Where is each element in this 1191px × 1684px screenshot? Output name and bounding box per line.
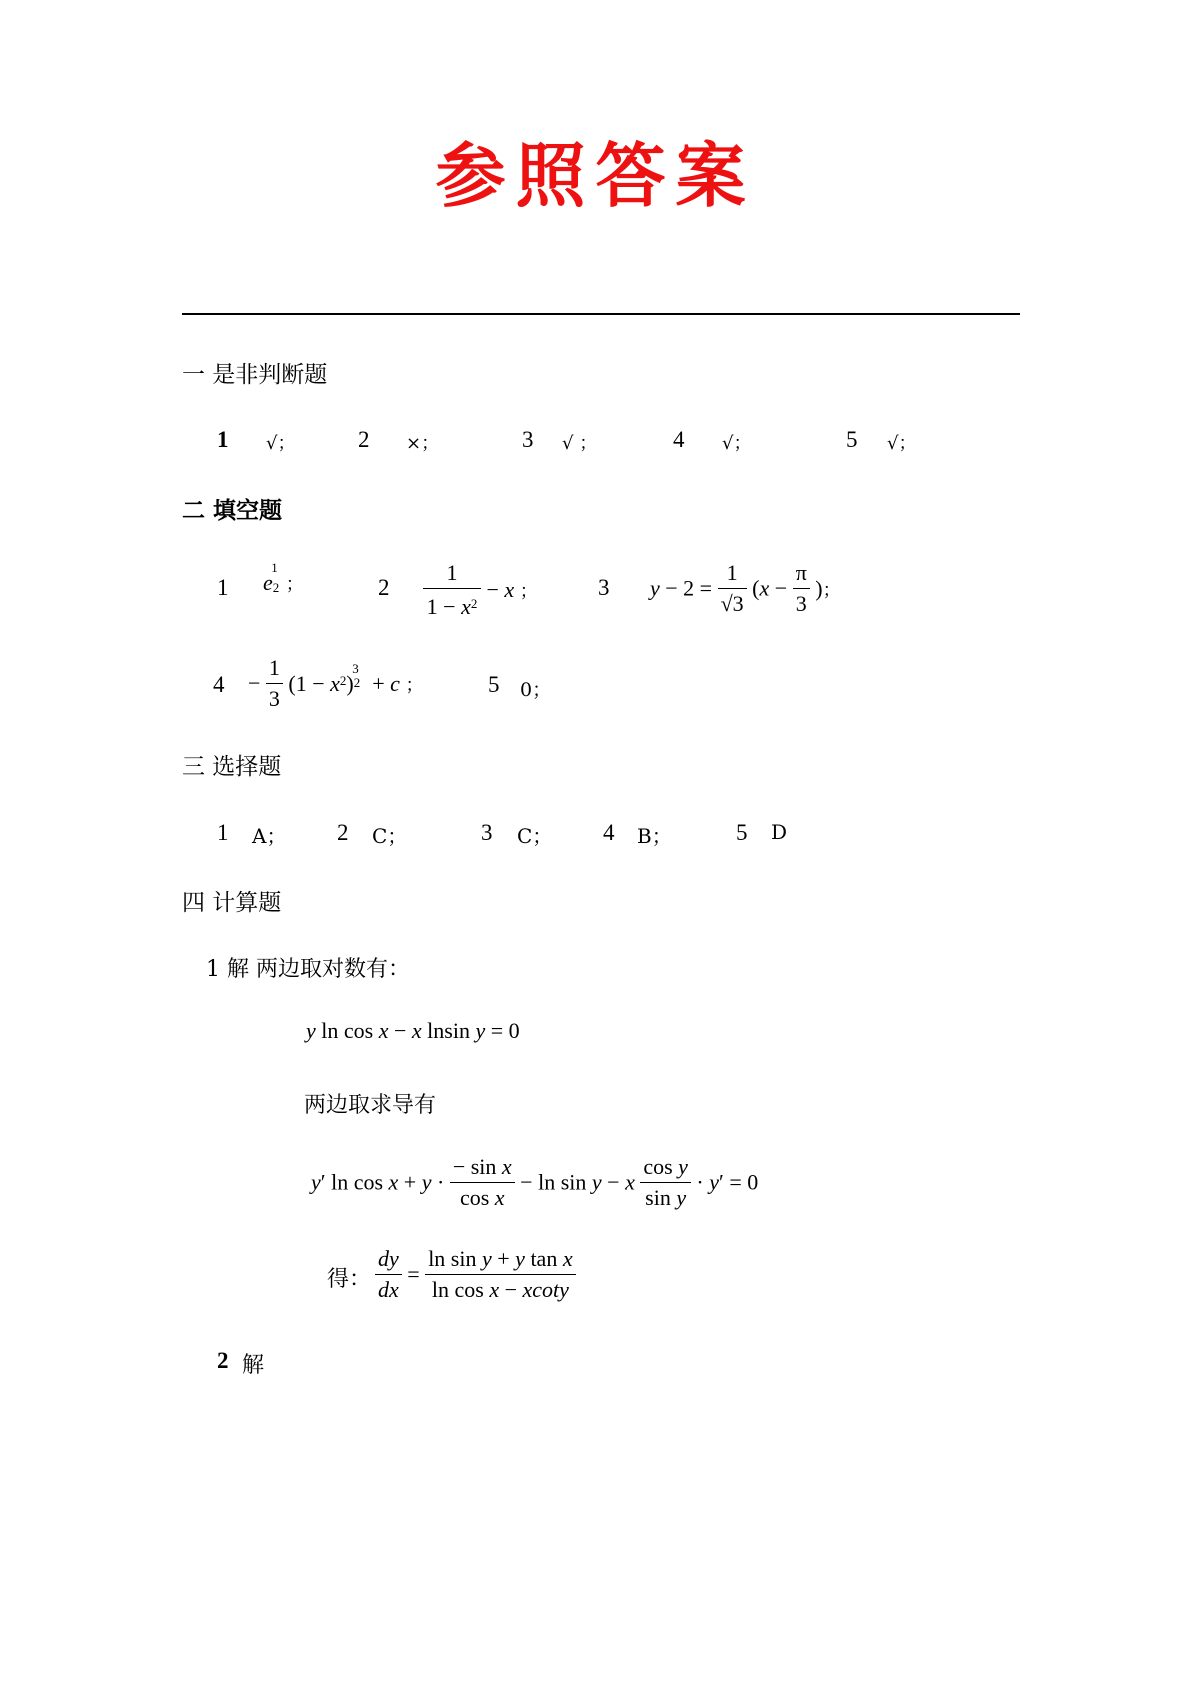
- section-heading-calculation: 四 计算题: [182, 890, 282, 916]
- page-title: 参照答案: [435, 134, 756, 217]
- divider: [182, 313, 1020, 315]
- tf-item-number: 4: [673, 427, 685, 452]
- mc-item-answer: B；: [637, 824, 672, 848]
- fill-item-number: 2: [378, 575, 390, 600]
- mc-item-answer: C；: [517, 824, 553, 848]
- fill-answer-5: 0；: [520, 679, 552, 701]
- q2-label: 解: [242, 1353, 265, 1378]
- fill-item-number: 4: [213, 672, 225, 697]
- q1-step-label: 两边取求导有: [304, 1093, 437, 1118]
- mc-item-number: 2: [337, 820, 349, 845]
- mc-item-number: 3: [481, 820, 493, 845]
- mc-item-number: 5: [736, 820, 748, 845]
- section-heading-true-false: 一 是非判断题: [182, 362, 328, 388]
- fill-answer-2: $\frac{1}{1 - x^2}$ − x ；: [423, 560, 538, 620]
- q1-derivative-equation: y′ ln cos x + y · $\frac{\text{− sin x}}{\text{cos x}}$ − ln sin y − x $\frac{\text{cos y}}{\text{sin y}}$ · y′ = 0: [311, 1154, 759, 1210]
- tf-item-answer: √；: [722, 433, 752, 454]
- fill-answer-3: y − 2 = $\frac{1}{√3}$ (x − $\frac{\pi}{3}$ )；: [650, 560, 841, 616]
- fill-item-number: 5: [488, 672, 500, 697]
- tf-item-number: 1: [217, 427, 229, 452]
- q1-result-label: 得：: [327, 1267, 372, 1292]
- tf-item-answer: √ ；: [562, 433, 598, 454]
- tf-item-answer: √；: [266, 433, 296, 454]
- section-heading-fill-blank: 二 填空题: [182, 497, 283, 524]
- tf-item-answer: √；: [887, 433, 917, 454]
- section-heading-multiple-choice: 三 选择题: [182, 754, 282, 780]
- q1-intro: 1 解 两边取对数有：: [206, 957, 410, 982]
- q1-result-equation: $\frac{dy}{dx}$ = $\frac{\text{ln sin y + y tan x}}{\text{ln cos x − xcoty}}$: [375, 1246, 576, 1303]
- tf-item-number: 2: [358, 427, 370, 452]
- mc-item-number: 1: [217, 820, 229, 845]
- fill-answer-1: $e2^1$；: [263, 560, 304, 595]
- mc-item-number: 4: [603, 820, 615, 845]
- mc-item-answer: C；: [372, 824, 408, 848]
- mc-item-answer: A；: [252, 824, 287, 848]
- tf-item-number: 3: [522, 427, 534, 452]
- fill-answer-4: − $\frac{1}{3}$ $(1 - x^2)^{23} + c$ ；: [248, 655, 424, 711]
- tf-item-answer: ×；: [406, 433, 440, 454]
- fill-item-number: 3: [598, 575, 610, 600]
- q2-number: 2: [217, 1348, 229, 1373]
- q1-log-equation: y ln cos x − x lnsin y = 0: [306, 1018, 520, 1043]
- mc-item-answer: D: [771, 820, 788, 844]
- fill-item-number: 1: [217, 575, 229, 600]
- tf-item-number: 5: [846, 427, 858, 452]
